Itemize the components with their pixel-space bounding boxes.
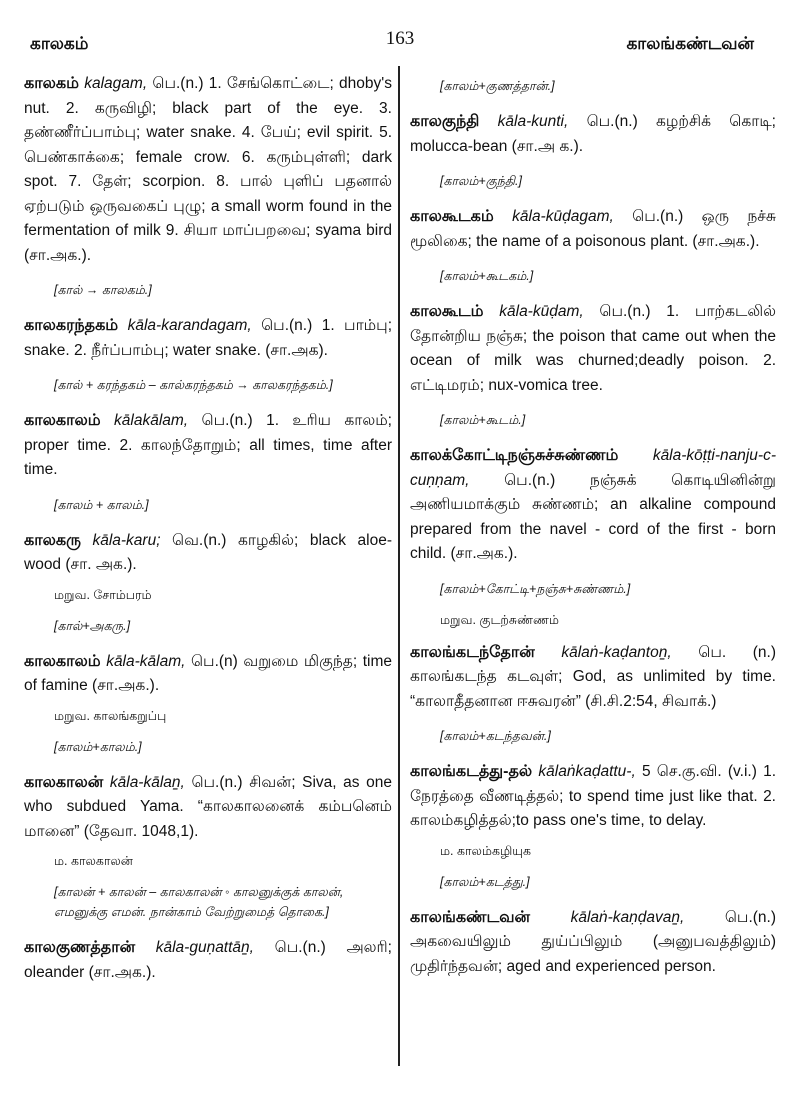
dictionary-entry: [410, 641, 776, 715]
transliteration: kāla-karu;: [92, 531, 161, 549]
transliteration: kalagam,: [84, 75, 148, 92]
headword: காலகாலம்: [24, 412, 101, 429]
dictionary-entry: [410, 205, 776, 254]
synonym-note: மறுவ. சோம்பரம்: [54, 587, 152, 602]
definition: பெ.(n.) கழற்சிக் கொடி; molucca-bean (சா.அ க.).: [410, 113, 776, 155]
etymology: [கால் → காலகம்.]: [54, 283, 152, 297]
etymology: [கால்+அகரு.]: [54, 618, 131, 633]
etymology: [காலம்+கோட்டி+நஞ்சு+சுண்ணம்.]: [440, 581, 631, 596]
definition: 5 செ.கு.வி. (v.i.) 1. நேரத்தை வீணடித்தல்; to spend time just like that. 2. காலம்கழித்தல்;to pass one's time, to delay.: [410, 763, 777, 829]
transliteration: kāla-kālam,: [106, 652, 186, 670]
right-column: [410, 72, 776, 989]
dictionary-entry: [410, 906, 776, 980]
header-right-guide-word: காலங்கண்டவன்: [626, 34, 754, 53]
dictionary-entry: [410, 444, 776, 567]
dictionary-entry: [410, 110, 776, 159]
etymology: [காலம்+குந்தி.]: [440, 174, 522, 188]
headword: காலகாலம்: [24, 652, 101, 670]
header-left-guide-word: காலகம்: [30, 34, 89, 53]
transliteration: kālaṅkaḍattu-,: [538, 763, 636, 780]
left-column: [24, 72, 392, 995]
definition: பெ.(n) வறுமை மிகுந்த; time of famine (சா.அக.).: [24, 652, 393, 694]
definition: பெ.(n.) 1. உரிய காலம்; proper time. 2. காலந்தோறும்; all times, time after time.: [24, 412, 392, 478]
transliteration: kālaṅ-kaḍantoṉ,: [561, 643, 672, 661]
synonym-note: மறுவ. குடற்சுண்ணம்: [440, 612, 559, 627]
synonym-note: ம. காலம்கழியுக: [440, 843, 531, 858]
etymology: [காலம்+கூடகம்.]: [440, 269, 534, 283]
transliteration: kālaṅ-kaṇḍavaṉ,: [570, 908, 685, 926]
transliteration: kāla-kōṭṭi-nanju-c-cuṇṇam,: [410, 447, 776, 489]
definition: வெ.(n.) காழகில்; black aloe-wood (சா. அக.).: [24, 531, 392, 573]
dictionary-entry: [24, 529, 392, 578]
transliteration: kāla-kūḍam,: [499, 303, 584, 320]
page-header: [0, 0, 800, 60]
page-number: 163: [385, 28, 415, 49]
headword: காலகுணத்தான்: [24, 939, 136, 956]
dictionary-entry: [24, 771, 392, 845]
definition: பெ.(n.) 1. பாற்கடலில் தோன்றிய நஞ்சு; the poison that came out when the ocean of milk was churned;deadly poison. 2. எட்டிமரம்; nux-vomica tree.: [410, 303, 776, 394]
headword: காலகுந்தி: [410, 113, 480, 130]
definition: பெ.(n.) சிவன்; Siva, as one who subdued Yama. “காலகாலனைக் கம்பனெம் மானை” (தேவா. 1048,1).: [24, 773, 393, 840]
etymology: [காலன் + காலன் – காலகாலன் ◦ காலனுக்குக் காலன், எமனுக்கு எமன். நான்காம் வேற்றுமைத் தொகை.]: [54, 885, 344, 919]
definition: பெ.(n.) அலரி; oleander (சா.அக.).: [24, 939, 392, 981]
dictionary-entry: [24, 936, 392, 985]
headword: காலங்கடத்து-தல்: [410, 763, 533, 780]
dictionary-entry: [24, 72, 392, 268]
definition: பெ.(n.) 1. சேங்கொட்டை; dhoby's nut. 2. கருவிழி; black part of the eye. 3. தண்ணீர்ப்பாம்பு; water snake. 4. பேய்; evil spirit. 5. பெண்காக்கை; female crow. 6. கரும்புள்ளி; dark spot. 7. தேள்; scorpion. 8. பால் புளிப் பதனால் ஏற்படும் ஒருவகைப் புழு; a small worm found in the fermentation of milk 9. சியா மாப்பறவை; syama bird (சா.அக.).: [24, 75, 393, 264]
definition: பெ.(n.) அகவையிலும் துய்ப்பிலும் (அனுபவத்திலும்) முதிர்ந்தவன்; aged and experienced person.: [410, 908, 776, 975]
transliteration: kāla-karandagam,: [127, 317, 252, 334]
definition: பெ.(n.) ஒரு நச்சு மூலிகை; the name of a poisonous plant. (சா.அக.).: [410, 208, 776, 250]
headword: காலகூடகம்: [410, 208, 494, 225]
dictionary-entry: [24, 409, 392, 483]
dictionary-entry: [24, 650, 392, 699]
definition: பெ.(n.) 1. பாம்பு; snake. 2. நீர்ப்பாம்பு; water snake. (சா.அக).: [24, 317, 392, 359]
synonym-note: ம. காலகாலன்: [54, 854, 133, 868]
headword: காலகரு: [24, 531, 81, 549]
synonym-note: மறுவ. காலங்கறுப்பு: [54, 708, 167, 723]
headword: காலகம்: [24, 75, 79, 92]
etymology: [கால் + கரந்தகம் – கால்கரந்தகம் → காலகரந்தகம்.]: [54, 378, 333, 392]
transliteration: kālakālam,: [114, 412, 189, 429]
transliteration: kāla-kālaṉ,: [109, 773, 185, 791]
headword: காலங்கண்டவன்: [410, 908, 531, 926]
dictionary-entry: [410, 760, 776, 834]
dictionary-entry: [410, 300, 776, 398]
transliteration: kāla-kunti,: [497, 113, 569, 130]
headword: காலக்கோட்டிநஞ்சுச்சுண்ணம்: [410, 447, 619, 464]
headword: காலங்கடந்தோன்: [410, 643, 535, 661]
headword: காலகாலன்: [24, 773, 104, 791]
etymology: [காலம்+குணத்தான்.]: [440, 79, 555, 93]
etymology: [காலம்+காலம்.]: [54, 739, 142, 754]
transliteration: kāla-kūḍagam,: [512, 208, 614, 225]
column-divider: [398, 66, 400, 1066]
etymology: [காலம் + காலம்.]: [54, 497, 149, 512]
definition: பெ.(n.) நஞ்சுக் கொடியினின்று அணியமாக்கும் சுண்ணம்; an alkaline compound prepared from the navel - cord of the first - born child. (சா.அக.).: [410, 471, 776, 562]
etymology: [காலம்+கடந்தவன்.]: [440, 729, 551, 743]
headword: காலகரந்தகம்: [24, 317, 119, 334]
headword: காலகூடம்: [410, 303, 484, 320]
etymology: [காலம்+கூடம்.]: [440, 413, 526, 427]
definition: பெ. (n.) காலங்கடந்த கடவுள்; God, as unlimited by time. “காலாதீதனான ஈசுவரன்” (சி.சி.2:54, சிவாக்.): [410, 643, 776, 710]
dictionary-entry: [24, 314, 392, 363]
transliteration: kāla-guṇattāṉ,: [155, 939, 254, 956]
etymology: [காலம்+கடத்து.]: [440, 874, 530, 889]
